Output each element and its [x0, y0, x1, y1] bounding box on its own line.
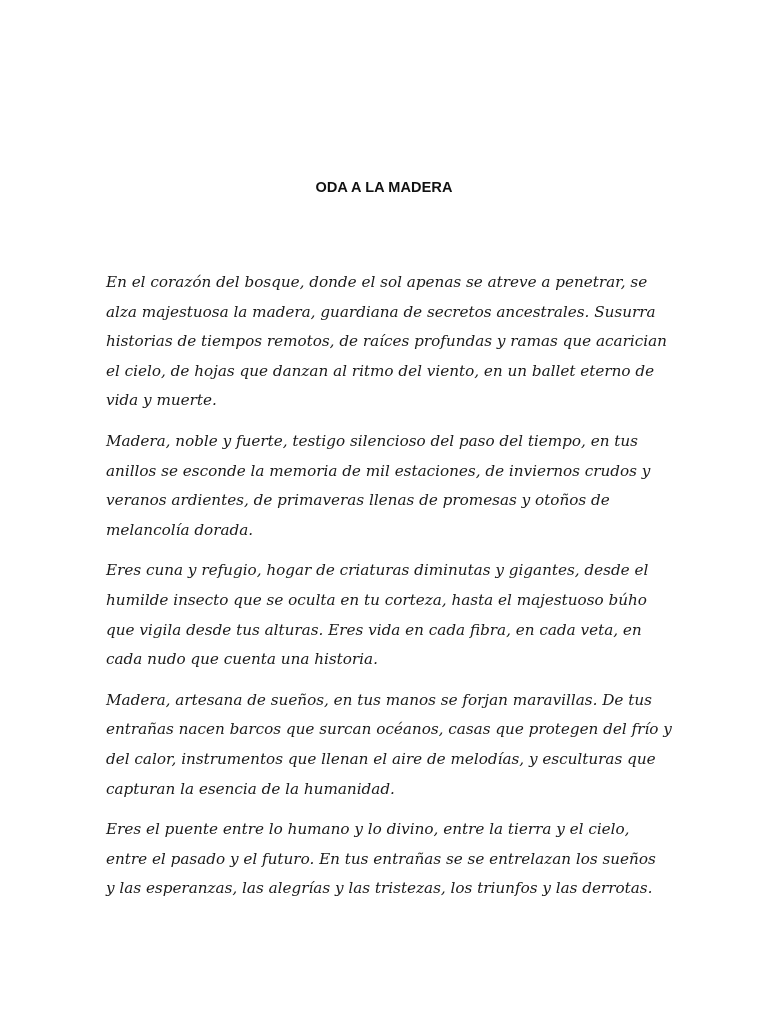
text-line: que vigila desde tus alturas. Eres vida en cada fibra, en cada veta, en	[106, 620, 642, 639]
paragraph-1	[106, 268, 672, 416]
text-line: y las esperanzas, las alegrías y las tristezas, los triunfos y las derrotas.	[106, 879, 653, 898]
text-line: historias de tiempos remotos, de raíces profundas y ramas que acarician	[106, 332, 667, 351]
document-title: ODA A LA MADERA	[315, 180, 453, 196]
text-line: En el corazón del bosque, donde el sol apenas se atreve a penetrar, se	[106, 273, 648, 291]
text-line: anillos se esconde la memoria de mil estaciones, de inviernos crudos y	[106, 461, 651, 480]
text-line: cada nudo que cuenta una historia.	[106, 650, 378, 669]
text-line: Eres cuna y refugio, hogar de criaturas diminutas y gigantes, desde el	[106, 561, 649, 580]
text-line: vida y muerte.	[106, 391, 217, 410]
paragraph-4	[106, 686, 672, 804]
text-line: del calor, instrumentos que llenan el aire de melodías, y esculturas que	[106, 749, 656, 768]
text-line: Eres el puente entre lo humano y lo divino, entre la tierra y el cielo,	[106, 820, 630, 839]
paragraph-5	[106, 815, 672, 904]
text-line: Madera, noble y fuerte, testigo silencioso del paso del tiempo, en tus	[106, 431, 638, 450]
document-body	[106, 268, 672, 915]
text-line: alza majestuosa la madera, guardiana de secretos ancestrales. Susurra	[106, 302, 656, 321]
text-line: Madera, artesana de sueños, en tus manos se forjan maravillas. De tus	[106, 690, 652, 709]
text-line: melancolía dorada.	[106, 520, 254, 539]
text-line: veranos ardientes, de primaveras llenas de promesas y otoños de	[106, 491, 610, 510]
paragraph-2	[106, 427, 672, 545]
text-line: el cielo, de hojas que danzan al ritmo del viento, en un ballet eterno de	[106, 361, 655, 380]
text-line: entre el pasado y el futuro. En tus entrañas se se entrelazan los sueños	[106, 849, 656, 868]
text-line: capturan la esencia de la humanidad.	[106, 779, 395, 798]
text-line: entrañas nacen barcos que surcan océanos, casas que protegen del frío y	[106, 720, 672, 739]
paragraph-3	[106, 556, 672, 674]
text-line: humilde insecto que se oculta en tu corteza, hasta el majestuoso búho	[106, 590, 647, 609]
